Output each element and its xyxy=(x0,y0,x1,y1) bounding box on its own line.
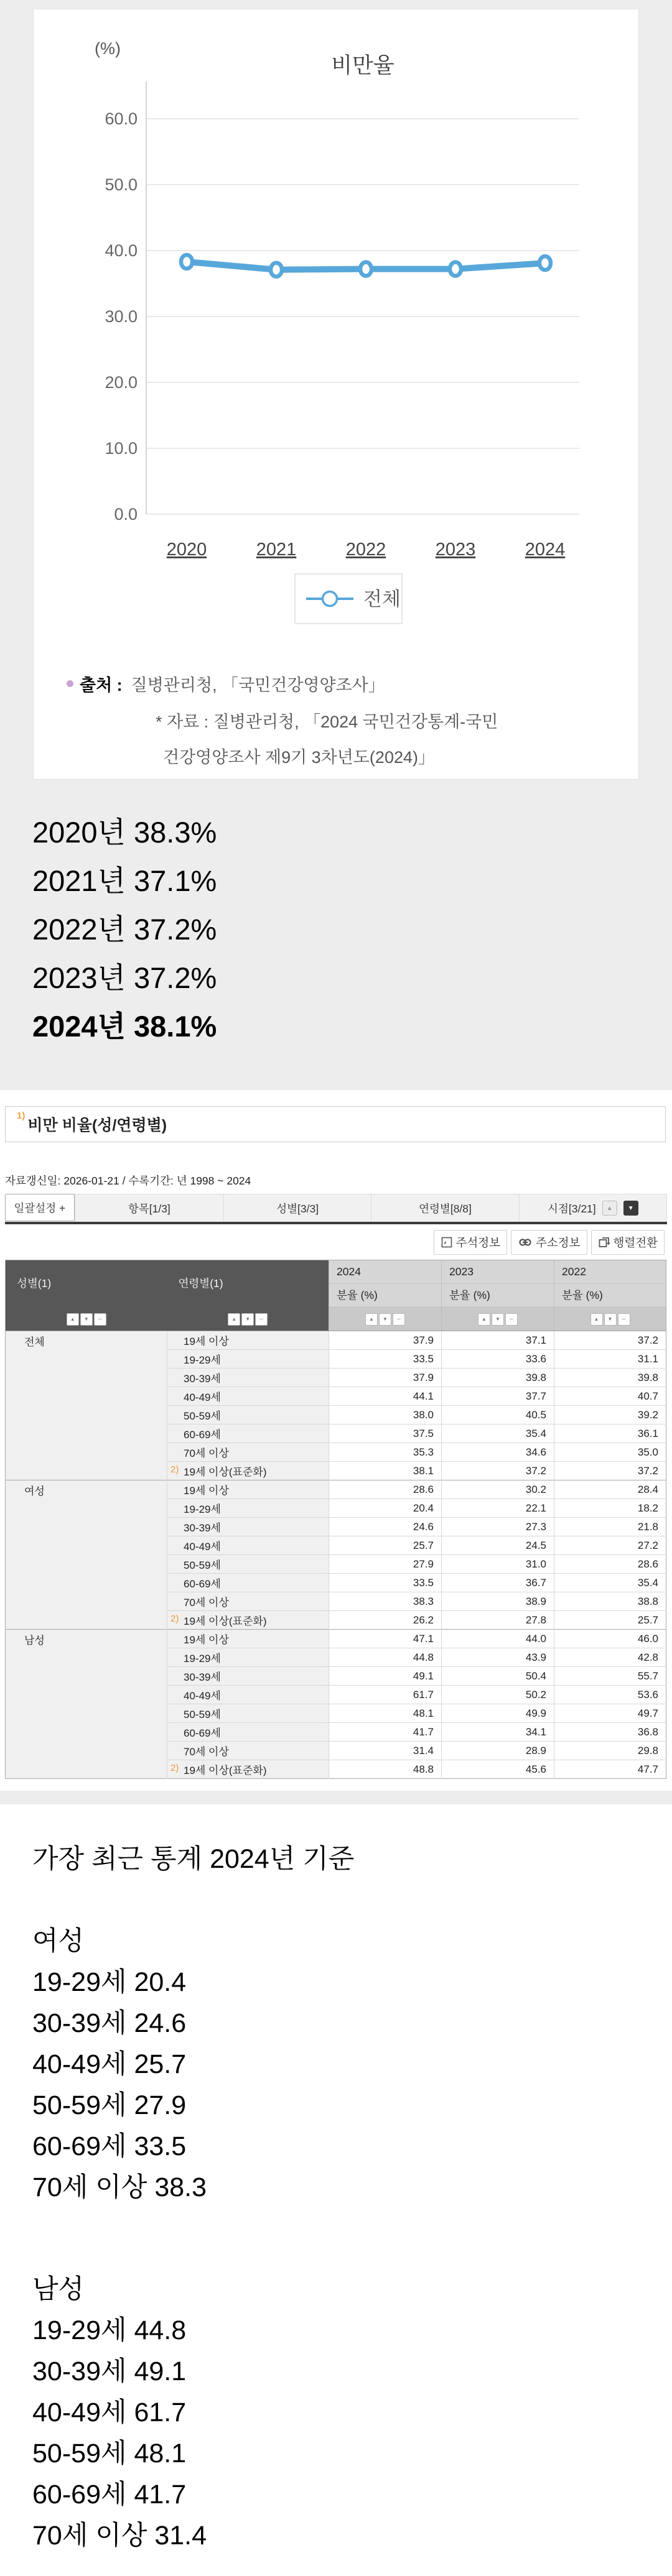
value-cell: 31.0 xyxy=(442,1555,554,1574)
group-item: 60-69세 41.7 xyxy=(32,2480,187,2509)
sort-desc-button[interactable]: ▼ xyxy=(241,1313,254,1326)
age-label: 50-59세 xyxy=(184,1559,221,1571)
value-cell: 30.2 xyxy=(442,1480,554,1499)
age-cell xyxy=(167,1667,329,1686)
sex-group-cell: 전체 xyxy=(6,1331,167,1480)
sort-cell xyxy=(6,1306,167,1331)
value-cell: 42.8 xyxy=(554,1648,666,1667)
sort-asc-button[interactable]: ▲ xyxy=(590,1313,603,1326)
age-label: 19세 이상(표준화) xyxy=(184,1615,267,1627)
value-cell: 33.5 xyxy=(329,1574,442,1592)
age-label: 40-49세 xyxy=(184,1541,221,1553)
value-cell: 49.9 xyxy=(442,1704,554,1723)
stats-title: 비만 비율(성/연령별) xyxy=(27,1117,167,1134)
age-label: 70세 이상 xyxy=(184,1597,229,1609)
sort-clear-button[interactable]: ─ xyxy=(618,1313,630,1326)
sort-desc-button[interactable]: ▼ xyxy=(604,1313,617,1326)
value-cell: 48.8 xyxy=(329,1760,442,1779)
data-point-marker xyxy=(181,255,192,269)
tab-label: 시점[3/21] xyxy=(548,1202,596,1215)
footnote-mark: 2) xyxy=(170,1613,179,1624)
age-cell xyxy=(167,1704,329,1723)
tab-4[interactable] xyxy=(520,1194,667,1222)
source-note-line1: * 자료 : 질병관리청, 「2024 국민건강통계-국민 xyxy=(156,713,498,731)
dimension-tabbar xyxy=(5,1194,667,1222)
value-cell: 35.3 xyxy=(329,1443,442,1462)
x-year-label[interactable]: 2021 xyxy=(256,540,297,560)
value-cell: 37.1 xyxy=(442,1331,554,1350)
source-bullet-icon xyxy=(67,680,73,687)
value-cell: 27.2 xyxy=(554,1536,666,1555)
sort-asc-button[interactable]: ▲ xyxy=(228,1313,240,1326)
x-year-label[interactable]: 2024 xyxy=(525,540,566,560)
group-item: 40-49세 25.7 xyxy=(32,2049,187,2079)
value-cell: 43.9 xyxy=(442,1648,554,1667)
expand-down-button[interactable]: ▼ xyxy=(623,1201,638,1216)
value-cell: 35.0 xyxy=(554,1443,666,1462)
sort-desc-button[interactable]: ▼ xyxy=(492,1313,504,1326)
latest-stats-heading: 가장 최근 통계 2024년 기준 xyxy=(32,1844,355,1874)
age-cell xyxy=(167,1630,329,1648)
value-cell: 38.0 xyxy=(329,1406,442,1424)
table-row xyxy=(6,1630,666,1648)
value-cell: 49.1 xyxy=(329,1667,442,1686)
tab-1[interactable] xyxy=(75,1194,224,1222)
age-cell xyxy=(167,1331,329,1350)
summary-line-latest: 2024년 38.1% xyxy=(32,1010,217,1043)
value-cell: 24.5 xyxy=(442,1536,554,1555)
y-tick-label: 40.0 xyxy=(105,241,138,260)
age-label: 60-69세 xyxy=(184,1578,221,1590)
annotation-info-label: 주석정보 xyxy=(455,1236,501,1249)
age-label: 19-29세 xyxy=(184,1653,221,1664)
value-cell: 18.2 xyxy=(554,1499,666,1518)
group-label: 남성 xyxy=(32,2274,85,2304)
value-cell: 39.8 xyxy=(442,1369,554,1387)
chart-title: 비만율 xyxy=(331,53,394,78)
tab-label: 성별[3/3] xyxy=(276,1202,319,1215)
source-note-line2: 건강영양조사 제9기 3차년도(2024)」 xyxy=(163,748,435,767)
value-cell: 61.7 xyxy=(329,1686,442,1704)
age-label: 19세 이상(표준화) xyxy=(184,1765,267,1776)
group-item: 70세 이상 31.4 xyxy=(32,2521,207,2551)
address-info-label: 주소정보 xyxy=(536,1236,581,1249)
y-tick-label: 50.0 xyxy=(105,175,138,194)
value-cell: 20.4 xyxy=(329,1499,442,1518)
value-cell: 40.5 xyxy=(442,1406,554,1424)
age-cell xyxy=(167,1686,329,1704)
stats-title-footnote-mark: 1) xyxy=(17,1110,26,1121)
data-point-marker xyxy=(271,263,282,277)
age-cell xyxy=(167,1424,329,1443)
sort-cell xyxy=(554,1306,666,1331)
age-label: 60-69세 xyxy=(184,1429,221,1441)
header-age: 연령별(1) xyxy=(167,1260,329,1306)
summary-line: 2020년 38.3% xyxy=(32,816,217,849)
value-cell: 35.4 xyxy=(554,1574,666,1592)
tabbar-underline xyxy=(5,1222,667,1224)
value-cell: 28.9 xyxy=(442,1742,554,1760)
age-label: 19세 이상 xyxy=(184,1485,229,1497)
value-cell: 27.3 xyxy=(442,1518,554,1536)
annotation-info-button[interactable] xyxy=(434,1230,507,1255)
value-cell: 55.7 xyxy=(554,1667,666,1686)
group-item: 40-49세 61.7 xyxy=(32,2398,187,2427)
value-cell: 33.5 xyxy=(329,1350,442,1369)
age-cell xyxy=(167,1350,329,1369)
footnote-mark: 2) xyxy=(170,1464,179,1475)
age-cell xyxy=(167,1406,329,1424)
sex-group-cell: 여성 xyxy=(6,1480,167,1630)
value-cell: 27.8 xyxy=(442,1611,554,1630)
value-cell: 46.0 xyxy=(554,1630,666,1648)
collapse-up-button[interactable]: ▲ xyxy=(602,1201,617,1216)
link-icon xyxy=(518,1236,533,1249)
value-cell: 28.6 xyxy=(554,1555,666,1574)
age-cell xyxy=(167,1648,329,1667)
tab-2[interactable] xyxy=(224,1194,371,1222)
value-cell: 44.1 xyxy=(329,1387,442,1406)
value-cell: 29.8 xyxy=(554,1742,666,1760)
header-measure: 분율 (%) xyxy=(329,1284,442,1306)
value-cell: 38.3 xyxy=(329,1592,442,1611)
y-tick-label: 30.0 xyxy=(105,307,138,326)
value-cell: 49.7 xyxy=(554,1704,666,1723)
value-cell: 50.2 xyxy=(442,1686,554,1704)
age-cell xyxy=(167,1760,329,1779)
age-label: 70세 이상 xyxy=(184,1746,229,1758)
source-label: 출처 : xyxy=(80,676,123,695)
value-cell: 37.5 xyxy=(329,1424,442,1443)
value-cell: 34.6 xyxy=(442,1443,554,1462)
group-item: 60-69세 33.5 xyxy=(32,2131,187,2161)
summary-line: 2021년 37.1% xyxy=(32,864,217,897)
legend-label: 전체 xyxy=(363,588,401,610)
age-label: 30-39세 xyxy=(184,1522,221,1534)
value-cell: 35.4 xyxy=(442,1424,554,1443)
age-label: 30-39세 xyxy=(184,1671,221,1683)
tab-label: 항목[1/3] xyxy=(128,1202,170,1215)
y-tick-label: 0.0 xyxy=(114,505,138,524)
value-cell: 37.2 xyxy=(554,1331,666,1350)
group-item: 50-59세 27.9 xyxy=(32,2090,187,2120)
age-cell xyxy=(167,1555,329,1574)
sort-clear-button[interactable]: ─ xyxy=(94,1313,106,1326)
sort-asc-button[interactable]: ▲ xyxy=(67,1313,79,1326)
value-cell: 45.6 xyxy=(442,1760,554,1779)
value-cell: 31.4 xyxy=(329,1742,442,1760)
sort-clear-button[interactable]: ─ xyxy=(255,1313,268,1326)
value-cell: 53.6 xyxy=(554,1686,666,1704)
value-cell: 37.9 xyxy=(329,1331,442,1350)
data-point-marker xyxy=(450,262,461,276)
value-cell: 26.2 xyxy=(329,1611,442,1630)
data-point-marker xyxy=(539,256,551,270)
value-cell: 24.6 xyxy=(329,1518,442,1536)
tab-3[interactable] xyxy=(371,1194,519,1222)
value-cell: 38.8 xyxy=(554,1592,666,1611)
x-year-label[interactable]: 2023 xyxy=(435,540,476,560)
age-label: 19세 이상 xyxy=(184,1336,229,1347)
age-cell xyxy=(167,1387,329,1406)
legend-marker-icon xyxy=(323,592,337,606)
y-tick-label: 20.0 xyxy=(105,373,138,392)
value-cell: 37.7 xyxy=(442,1387,554,1406)
group-item: 70세 이상 38.3 xyxy=(32,2172,207,2202)
table-row xyxy=(6,1480,666,1499)
value-cell: 44.0 xyxy=(442,1630,554,1648)
group-item: 50-59세 48.1 xyxy=(32,2439,187,2468)
update-info-text: 자료갱신일: 2026-01-21 / 수록기간: 년 1998 ~ 2024 xyxy=(5,1175,251,1187)
header-year: 2022 xyxy=(554,1260,666,1284)
group-item: 30-39세 49.1 xyxy=(32,2357,187,2386)
age-label: 70세 이상 xyxy=(184,1447,229,1459)
value-cell: 31.1 xyxy=(554,1350,666,1369)
data-point-marker xyxy=(360,262,371,276)
table-row xyxy=(6,1331,666,1350)
value-cell: 39.2 xyxy=(554,1406,666,1424)
transpose-icon xyxy=(598,1236,610,1249)
sex-group-cell: 남성 xyxy=(6,1630,167,1779)
age-cell xyxy=(167,1592,329,1611)
value-cell: 36.1 xyxy=(554,1424,666,1443)
spacer xyxy=(32,1880,354,1921)
sort-asc-button[interactable]: ▲ xyxy=(478,1313,490,1326)
sort-desc-button[interactable]: ▼ xyxy=(80,1313,93,1326)
age-label: 50-59세 xyxy=(184,1410,221,1422)
header-sex: 성별(1) xyxy=(6,1260,167,1306)
value-cell: 34.1 xyxy=(442,1723,554,1742)
age-cell xyxy=(167,1369,329,1387)
group-item: 19-29세 20.4 xyxy=(32,1967,187,1997)
value-cell: 28.4 xyxy=(554,1480,666,1499)
latest-stats-text-block xyxy=(32,1839,354,2556)
value-cell: 25.7 xyxy=(554,1611,666,1630)
sort-cell xyxy=(329,1306,442,1331)
value-cell: 33.6 xyxy=(442,1350,554,1369)
age-cell xyxy=(167,1611,329,1630)
x-year-label[interactable]: 2022 xyxy=(345,540,386,560)
value-cell: 41.7 xyxy=(329,1723,442,1742)
sort-cell xyxy=(442,1306,554,1331)
header-measure: 분율 (%) xyxy=(442,1284,554,1306)
y-tick-label: 60.0 xyxy=(105,109,138,128)
batch-settings-button[interactable]: 일괄설정 + xyxy=(5,1194,75,1221)
yearly-summary-text xyxy=(32,808,217,1051)
age-label: 19세 이상(표준화) xyxy=(184,1466,267,1478)
age-cell xyxy=(167,1462,329,1480)
chart-unit-label: (%) xyxy=(95,39,121,58)
age-label: 30-39세 xyxy=(184,1373,221,1385)
age-label: 19-29세 xyxy=(184,1503,221,1515)
header-year: 2023 xyxy=(442,1260,554,1284)
value-cell: 38.1 xyxy=(329,1462,442,1480)
age-label: 40-49세 xyxy=(184,1690,221,1702)
statistics-table xyxy=(5,1260,666,1779)
section-divider-band xyxy=(0,1791,672,1804)
header-measure: 분율 (%) xyxy=(554,1284,666,1306)
table-toolbar xyxy=(434,1230,665,1255)
sort-asc-button[interactable]: ▲ xyxy=(365,1313,378,1326)
obesity-rate-chart-card xyxy=(33,9,639,780)
value-cell: 48.1 xyxy=(329,1704,442,1723)
age-label: 40-49세 xyxy=(184,1392,221,1403)
y-tick-label: 10.0 xyxy=(105,439,138,458)
value-cell: 37.2 xyxy=(442,1462,554,1480)
source-line xyxy=(80,672,385,696)
value-cell: 36.7 xyxy=(442,1574,554,1592)
note-icon xyxy=(441,1236,453,1249)
age-cell xyxy=(167,1480,329,1499)
age-label: 19세 이상 xyxy=(184,1634,229,1646)
value-cell: 21.8 xyxy=(554,1518,666,1536)
group-item: 30-39세 24.6 xyxy=(32,2008,187,2038)
footnote-mark: 2) xyxy=(170,1763,179,1773)
address-info-button[interactable] xyxy=(511,1230,587,1255)
transpose-label: 행렬전환 xyxy=(613,1236,658,1249)
value-cell: 27.9 xyxy=(329,1555,442,1574)
summary-line: 2022년 37.2% xyxy=(32,913,217,946)
sort-desc-button[interactable]: ▼ xyxy=(379,1313,391,1326)
age-label: 60-69세 xyxy=(184,1727,221,1739)
value-cell: 36.8 xyxy=(554,1723,666,1742)
obesity-rate-line-chart xyxy=(34,9,638,650)
source-text: 질병관리청, 「국민건강영양조사」 xyxy=(131,676,385,695)
age-cell xyxy=(167,1742,329,1760)
summary-line: 2023년 37.2% xyxy=(32,961,217,994)
value-cell: 39.8 xyxy=(554,1369,666,1387)
value-cell: 28.6 xyxy=(329,1480,442,1499)
header-year: 2024 xyxy=(329,1260,442,1284)
spacer xyxy=(32,2208,354,2269)
value-cell: 25.7 xyxy=(329,1536,442,1555)
age-cell xyxy=(167,1518,329,1536)
sort-clear-button[interactable]: ─ xyxy=(393,1313,405,1326)
age-label: 50-59세 xyxy=(184,1709,221,1720)
age-cell xyxy=(167,1443,329,1462)
tab-label: 연령별[8/8] xyxy=(419,1202,472,1215)
value-cell: 50.4 xyxy=(442,1667,554,1686)
value-cell: 44.8 xyxy=(329,1648,442,1667)
value-cell: 38.9 xyxy=(442,1592,554,1611)
value-cell: 37.2 xyxy=(554,1462,666,1480)
value-cell: 47.1 xyxy=(329,1630,442,1648)
value-cell: 47.7 xyxy=(554,1760,666,1779)
x-year-label[interactable]: 2020 xyxy=(166,540,207,560)
age-label: 19-29세 xyxy=(184,1354,221,1366)
age-cell xyxy=(167,1536,329,1555)
sort-clear-button[interactable]: ─ xyxy=(505,1313,518,1326)
age-cell xyxy=(167,1499,329,1518)
stats-title-box xyxy=(5,1106,666,1142)
sort-cell xyxy=(167,1306,329,1331)
age-cell xyxy=(167,1574,329,1592)
group-label: 여성 xyxy=(32,1926,85,1956)
value-cell: 37.9 xyxy=(329,1369,442,1387)
transpose-button[interactable] xyxy=(591,1230,665,1255)
age-cell xyxy=(167,1723,329,1742)
value-cell: 22.1 xyxy=(442,1499,554,1518)
value-cell: 40.7 xyxy=(554,1387,666,1406)
group-item: 19-29세 44.8 xyxy=(32,2315,187,2345)
